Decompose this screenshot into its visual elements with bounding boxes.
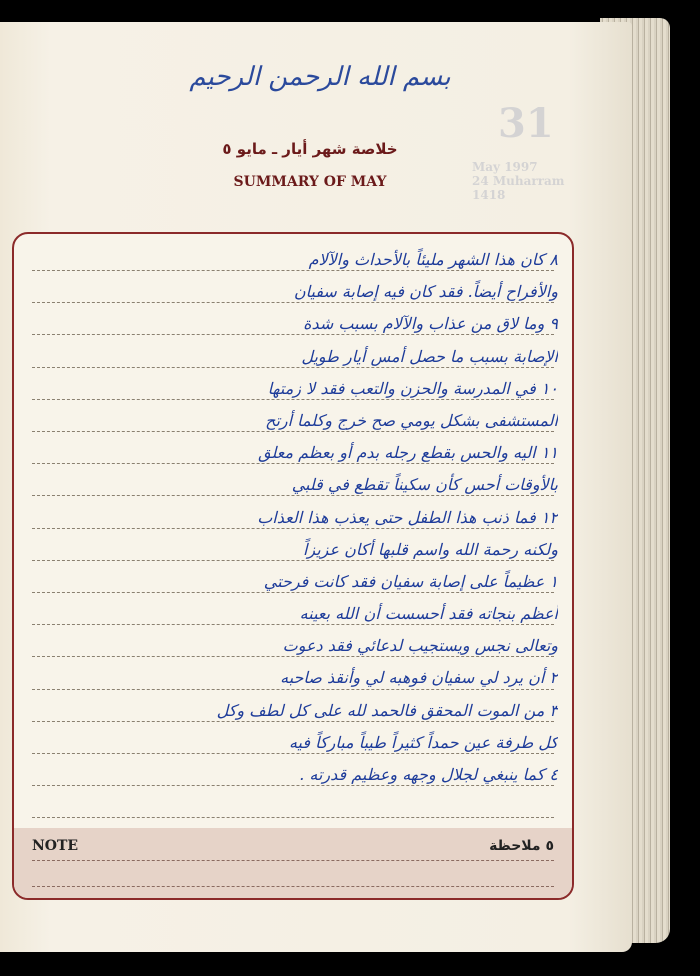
diary-line: المستشفى بشكل يومي صح خرج وكلما أرتح — [265, 410, 558, 430]
diary-line: ١١ اليه والحس بقطع رجله بدم أو بعظم معلق — [258, 443, 558, 463]
diary-line: بالأوقات أحس كأن سكيناً تقطع في قلبي — [291, 475, 558, 495]
bleed-number: 31 — [498, 100, 554, 147]
diary-line: ١٠ في المدرسة والحزن والتعب فقد لا زمتها — [267, 378, 558, 398]
diary-line: والأفراح أيضاً. فقد كان فيه إصابة سفيان — [293, 282, 558, 302]
bleed-line-2: 24 Muharram 1418 — [472, 174, 565, 202]
ruled-line — [32, 817, 554, 818]
note-ruled-line — [32, 886, 554, 887]
diary-line: كل طرفة عين حمداً كثيراً طيباً مباركاً فيه — [288, 732, 558, 752]
page-title-arabic: خلاصة شهر أيار ـ مايو ٥ — [222, 140, 398, 158]
diary-line: ١٢ فما ذنب هذا الطفل حتى يعذب هذا العذاب — [257, 507, 558, 527]
diary-page — [0, 22, 632, 952]
diary-line: ١ عظيماً على إصابة سفيان فقد كانت فرحتي — [263, 571, 558, 591]
diary-line: أعظم بنجاته فقد أحسست أن الله بعينه — [299, 604, 558, 624]
note-label-arabic: ٥ ملاحظة — [489, 838, 554, 854]
summary-box — [12, 232, 574, 900]
handwritten-text — [24, 244, 558, 791]
basmala-handwriting: بسم الله الرحمن الرحيم — [189, 62, 451, 92]
diary-line: ٤ كما ينبغي لجلال وجهه وعظيم قدرته . — [299, 765, 558, 784]
bleed-dates — [472, 160, 590, 202]
diary-line: ٣ من الموت المحقق فالحمد لله على كل لطف وكل — [216, 700, 558, 720]
page-title-english: SUMMARY OF MAY — [233, 174, 387, 190]
note-label-english: NOTE — [32, 838, 79, 854]
diary-line: ٨ كان هذا الشهر مليئاً بالأحداث والآلام — [308, 250, 558, 269]
diary-line: الإصابة بسبب ما حصل أمس أيار طويل — [301, 346, 558, 366]
note-ruled-line — [32, 860, 554, 861]
bleed-through-text — [450, 100, 590, 210]
diary-line: ولكنه رحمة الله واسم قلبها أكان عزيزاً — [302, 539, 558, 559]
diary-line: ٢ أن يرد لي سفيان فوهبه لي وأنقذ صاحبه — [280, 668, 558, 688]
diary-line: وتعالى نجس ويستجيب لدعائي فقد دعوت — [282, 636, 558, 656]
note-section — [14, 828, 572, 898]
diary-line: ٩ وما لاق من عذاب والآلام بسبب شدة — [303, 314, 558, 334]
bleed-line-1: May 1997 — [472, 160, 538, 174]
